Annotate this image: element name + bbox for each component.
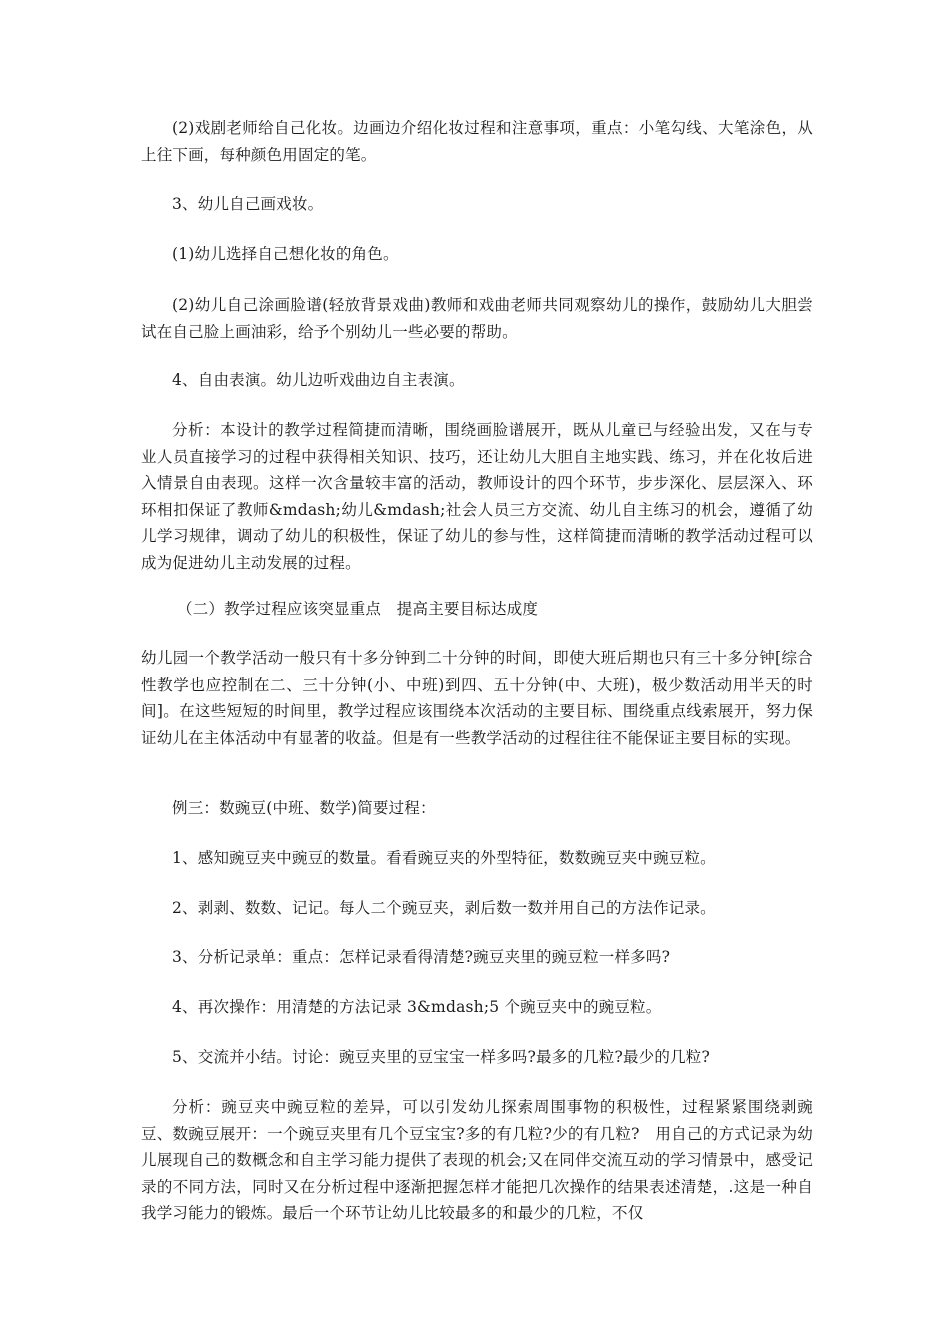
section-heading: （二）教学过程应该突显重点 提高主要目标达成度	[177, 600, 539, 618]
paragraph-choose-role: (1)幼儿选择自己想化妆的角色。	[172, 245, 399, 263]
paragraph-step-3b: 3、分析记录单：重点：怎样记录看得清楚?豌豆夹里的豌豆粒一样多吗?	[172, 948, 671, 966]
paragraph-analysis-2: 分析：豌豆夹中豌豆粒的差异，可以引发幼儿探索周围事物的积极性，过程紧紧围绕剥豌豆、数豌豆展开：一个豌豆夹里有几个豆宝宝?多的有几粒?少的有几粒? 用自己的方式记录为幼儿展现自己的数概念和自主学习能力提供了表现的机会;又在同伴交流互动的学习情景中，感受记录的不同方法，同时又在分析过程中逐渐把握怎样才能把几次操作的结果表述清楚，.这是一种自我学习能力的锻炼。最后一个环节让幼儿比较最多的和最少的几粒，不仅	[141, 1098, 813, 1222]
paragraph-step-5: 5、交流并小结。讨论：豌豆夹里的豆宝宝一样多吗?最多的几粒?最少的几粒?	[172, 1048, 710, 1066]
paragraph-analysis-1: 分析：本设计的教学过程简捷而清晰，围绕画脸谱展开，既从儿童已与经验出发，又在与专业人员直接学习的过程中获得相关知识、技巧，还让幼儿大胆自主地实践、练习，并在化妆后进入情景自由表现。这样一次含量较丰富的活动，教师设计的四个环节，步步深化、层层深入、环环相扣保证了教师&mdash;幼儿&mdash;社会人员三方交流、幼儿自主练习的机会，遵循了幼儿学习规律，调动了幼儿的积极性，保证了幼儿的参与性，这样简捷而清晰的教学活动过程可以成为促进幼儿主动发展的过程。	[141, 421, 813, 572]
paragraph-step-4b: 4、再次操作：用清楚的方法记录 3&mdash;5 个豌豆夹中的豌豆粒。	[172, 998, 662, 1016]
paragraph-makeup-demo: (2)戏剧老师给自己化妆。边画边介绍化妆过程和注意事项，重点：小笔勾线、大笔涂色，从上往下画，每种颜色用固定的笔。	[141, 119, 813, 164]
paragraph-step-1: 1、感知豌豆夹中豌豆的数量。看看豌豆夹的外型特征，数数豌豆夹中豌豆粒。	[172, 849, 716, 867]
paragraph-step-4: 4、自由表演。幼儿边听戏曲边自主表演。	[172, 371, 465, 389]
paragraph-paint-face: (2)幼儿自己涂画脸谱(轻放背景戏曲)教师和戏曲老师共同观察幼儿的操作，鼓励幼儿大胆尝试在自己脸上画油彩，给予个别幼儿一些必要的帮助。	[141, 296, 813, 341]
paragraph-step-3: 3、幼儿自己画戏妆。	[172, 195, 324, 213]
paragraph-example-3: 例三：数豌豆(中班、数学)简要过程：	[172, 799, 436, 817]
paragraph-step-2: 2、剥剥、数数、记记。每人二个豌豆夹，剥后数一数并用自己的方法作记录。	[172, 899, 716, 917]
paragraph-intro: 幼儿园一个教学活动一般只有十多分钟到二十分钟的时间，即使大班后期也只有三十多分钟[综合性教学也应控制在二、三十分钟(小、中班)到四、五十分钟(中、大班)，极少数活动用半天的时间]。在这些短短的时间里，教学过程应该围绕本次活动的主要目标、围绕重点线索展开，努力保证幼儿在主体活动中有显著的收益。但是有一些教学活动的过程往往不能保证主要目标的实现。	[141, 649, 813, 747]
